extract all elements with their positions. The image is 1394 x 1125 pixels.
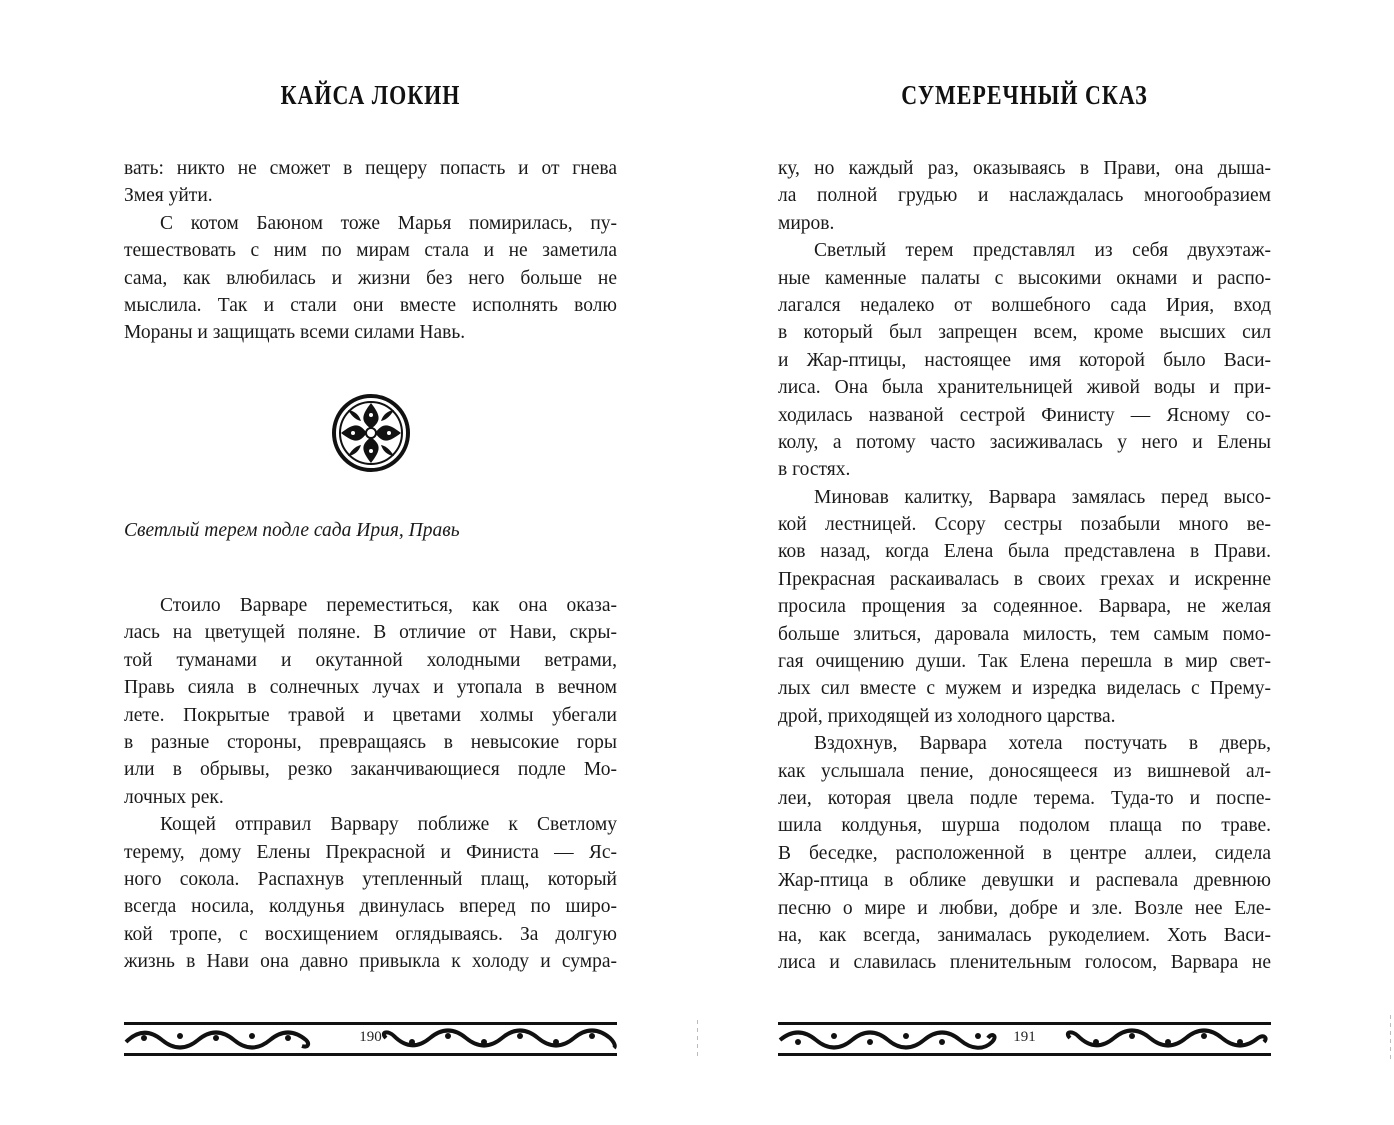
text-line: леи, которая цвела подле терема. Туда-то и поспе- [778, 787, 1271, 809]
text-line: ходилась названой сестрой Финисту — Ясному со- [778, 404, 1271, 426]
text-line: той туманами и окутанной холодными ветрами, [124, 649, 617, 671]
right-text [778, 155, 1271, 977]
text-line: Прекрасная раскаивалась в своих грехах и искренне [778, 568, 1271, 590]
vine-scroll-border-icon [374, 1028, 617, 1050]
footer-rule-bottom [778, 1053, 1271, 1056]
text-line: лась на цветущей поляне. В отличие от Нави, скры- [124, 622, 617, 644]
text-line: лых сил вместе с мужем и изредка виделась с Прему- [778, 678, 1271, 700]
text-line: в гостях. [778, 459, 851, 481]
rosette-ornament-icon [331, 393, 411, 473]
text-line: ку, но каждый раз, оказываясь в Прави, она дыша- [778, 158, 1271, 179]
footer-rule-bottom [124, 1053, 617, 1056]
gutter-mark [697, 1020, 698, 1060]
text-line: лочных рек. [124, 786, 224, 808]
text-line: лете. Покрытые травой и цветами холмы убегали [124, 704, 617, 726]
text-line: кой лестницей. Ссору сестры позабыли много ве- [778, 514, 1271, 536]
text-line: больше злиться, даровала милость, тем самым помо- [778, 623, 1271, 645]
text-line: просила прощения за содеянное. Варвара, не желая [778, 596, 1271, 618]
page-footer-left [124, 1020, 617, 1056]
left-top-text [124, 155, 617, 347]
left-lower-text [124, 592, 617, 975]
text-line: Стоило Варваре переместиться, как она оказа- [160, 595, 617, 616]
text-line: мыслила. Так и стали они вместе исполнять волю [124, 294, 617, 316]
text-line: как услышала пение, доносящееся из вишневой ал- [778, 760, 1271, 782]
text-line: Миновав калитку, Варвара замялась перед высо- [814, 486, 1271, 508]
text-line: Правь сияла в солнечных лучах и утопала в вечном [124, 677, 617, 699]
edge-mark [1390, 1015, 1391, 1060]
text-line: гая очищению души. Так Елена перешла в мир свет- [778, 651, 1271, 673]
text-line: сама, как влюбилась и жизни без него больше не [124, 267, 617, 289]
text-line: В беседке, расположенной в центре аллеи, сидела [778, 842, 1271, 864]
text-line: песню о мире и любви, добре и зле. Возле нее Еле- [778, 897, 1271, 919]
text-line: ного сокола. Распахнув утепленный плащ, который [124, 868, 617, 890]
text-line: жизнь в Нави она давно привыкла к холоду и сумра- [124, 951, 617, 973]
section-title: Светлый терем подле сада Ирия, Правь [124, 520, 460, 541]
running-head-title: СУМЕРЕЧНЫЙ СКАЗ [901, 78, 1148, 110]
footer-rule-top [778, 1022, 1271, 1025]
text-line: лагался недалеко от волшебного сада Ирия, вход [778, 294, 1271, 316]
text-line: колу, а потому часто засиживалась у него и Елены [778, 431, 1271, 453]
text-line: лиса. Она была хранительницей живой воды и при- [778, 377, 1271, 399]
text-line: всегда носила, колдунья двинулась вперед по широ- [124, 896, 617, 918]
text-line: лиса и славилась пленительным голосом, Варвара не [778, 952, 1271, 974]
text-line: ные каменные палаты с высокими окнами и распо- [778, 267, 1271, 289]
text-line: Мораны и защищать всеми силами Навь. [124, 322, 466, 344]
text-line: терему, дому Елены Прекрасной и Финиста — Яс- [124, 841, 617, 863]
running-head-author: КАЙСА ЛОКИН [280, 78, 461, 110]
page-footer-right [778, 1020, 1271, 1056]
text-line: или в обрывы, резко заканчивающиеся подле Мо- [124, 759, 617, 781]
text-line: кой тропе, с восхищением оглядываясь. За долгую [124, 923, 617, 945]
text-line: Вздохнув, Варвара хотела постучать в дверь, [814, 733, 1271, 755]
text-line: ков назад, когда Елена была представлена в Прави. [778, 541, 1271, 563]
text-line: тешествовать с ним по мирам стала и не заметила [124, 240, 617, 262]
text-line: в разные стороны, превращаясь в невысокие горы [124, 731, 617, 753]
text-line: Светлый терем представлял из себя двухэтаж- [814, 240, 1271, 262]
text-line: дрой, приходящей из холодного царства. [778, 705, 1116, 727]
text-line: вать: никто не сможет в пещеру попасть и от гнева [124, 158, 617, 179]
text-line: шила колдунья, шурша подолом плаща по траве. [778, 815, 1271, 837]
text-line: Змея уйти. [124, 185, 213, 207]
text-line: Кощей отправил Варвару поближе к Светлому [160, 814, 617, 836]
text-line: ла полной грудью и наслаждалась многообразием [778, 185, 1271, 207]
footer-rule-top [124, 1022, 617, 1025]
page-number: 190 [359, 1029, 382, 1045]
text-line: в который был запрещен всем, кроме высших сил [778, 322, 1271, 344]
text-line: Жар-птица в облике девушки и распевала древнюю [778, 870, 1271, 892]
text-line: С котом Баюном тоже Марья помирилась, пу- [160, 212, 617, 234]
text-line: на, как всегда, занималась рукоделием. Хоть Васи- [778, 924, 1271, 946]
text-line: и Жар-птицы, настоящее имя которой было Васи- [778, 349, 1271, 371]
page-number: 191 [1013, 1029, 1036, 1045]
text-line: миров. [778, 212, 835, 234]
vine-scroll-border-icon [1058, 1028, 1271, 1050]
